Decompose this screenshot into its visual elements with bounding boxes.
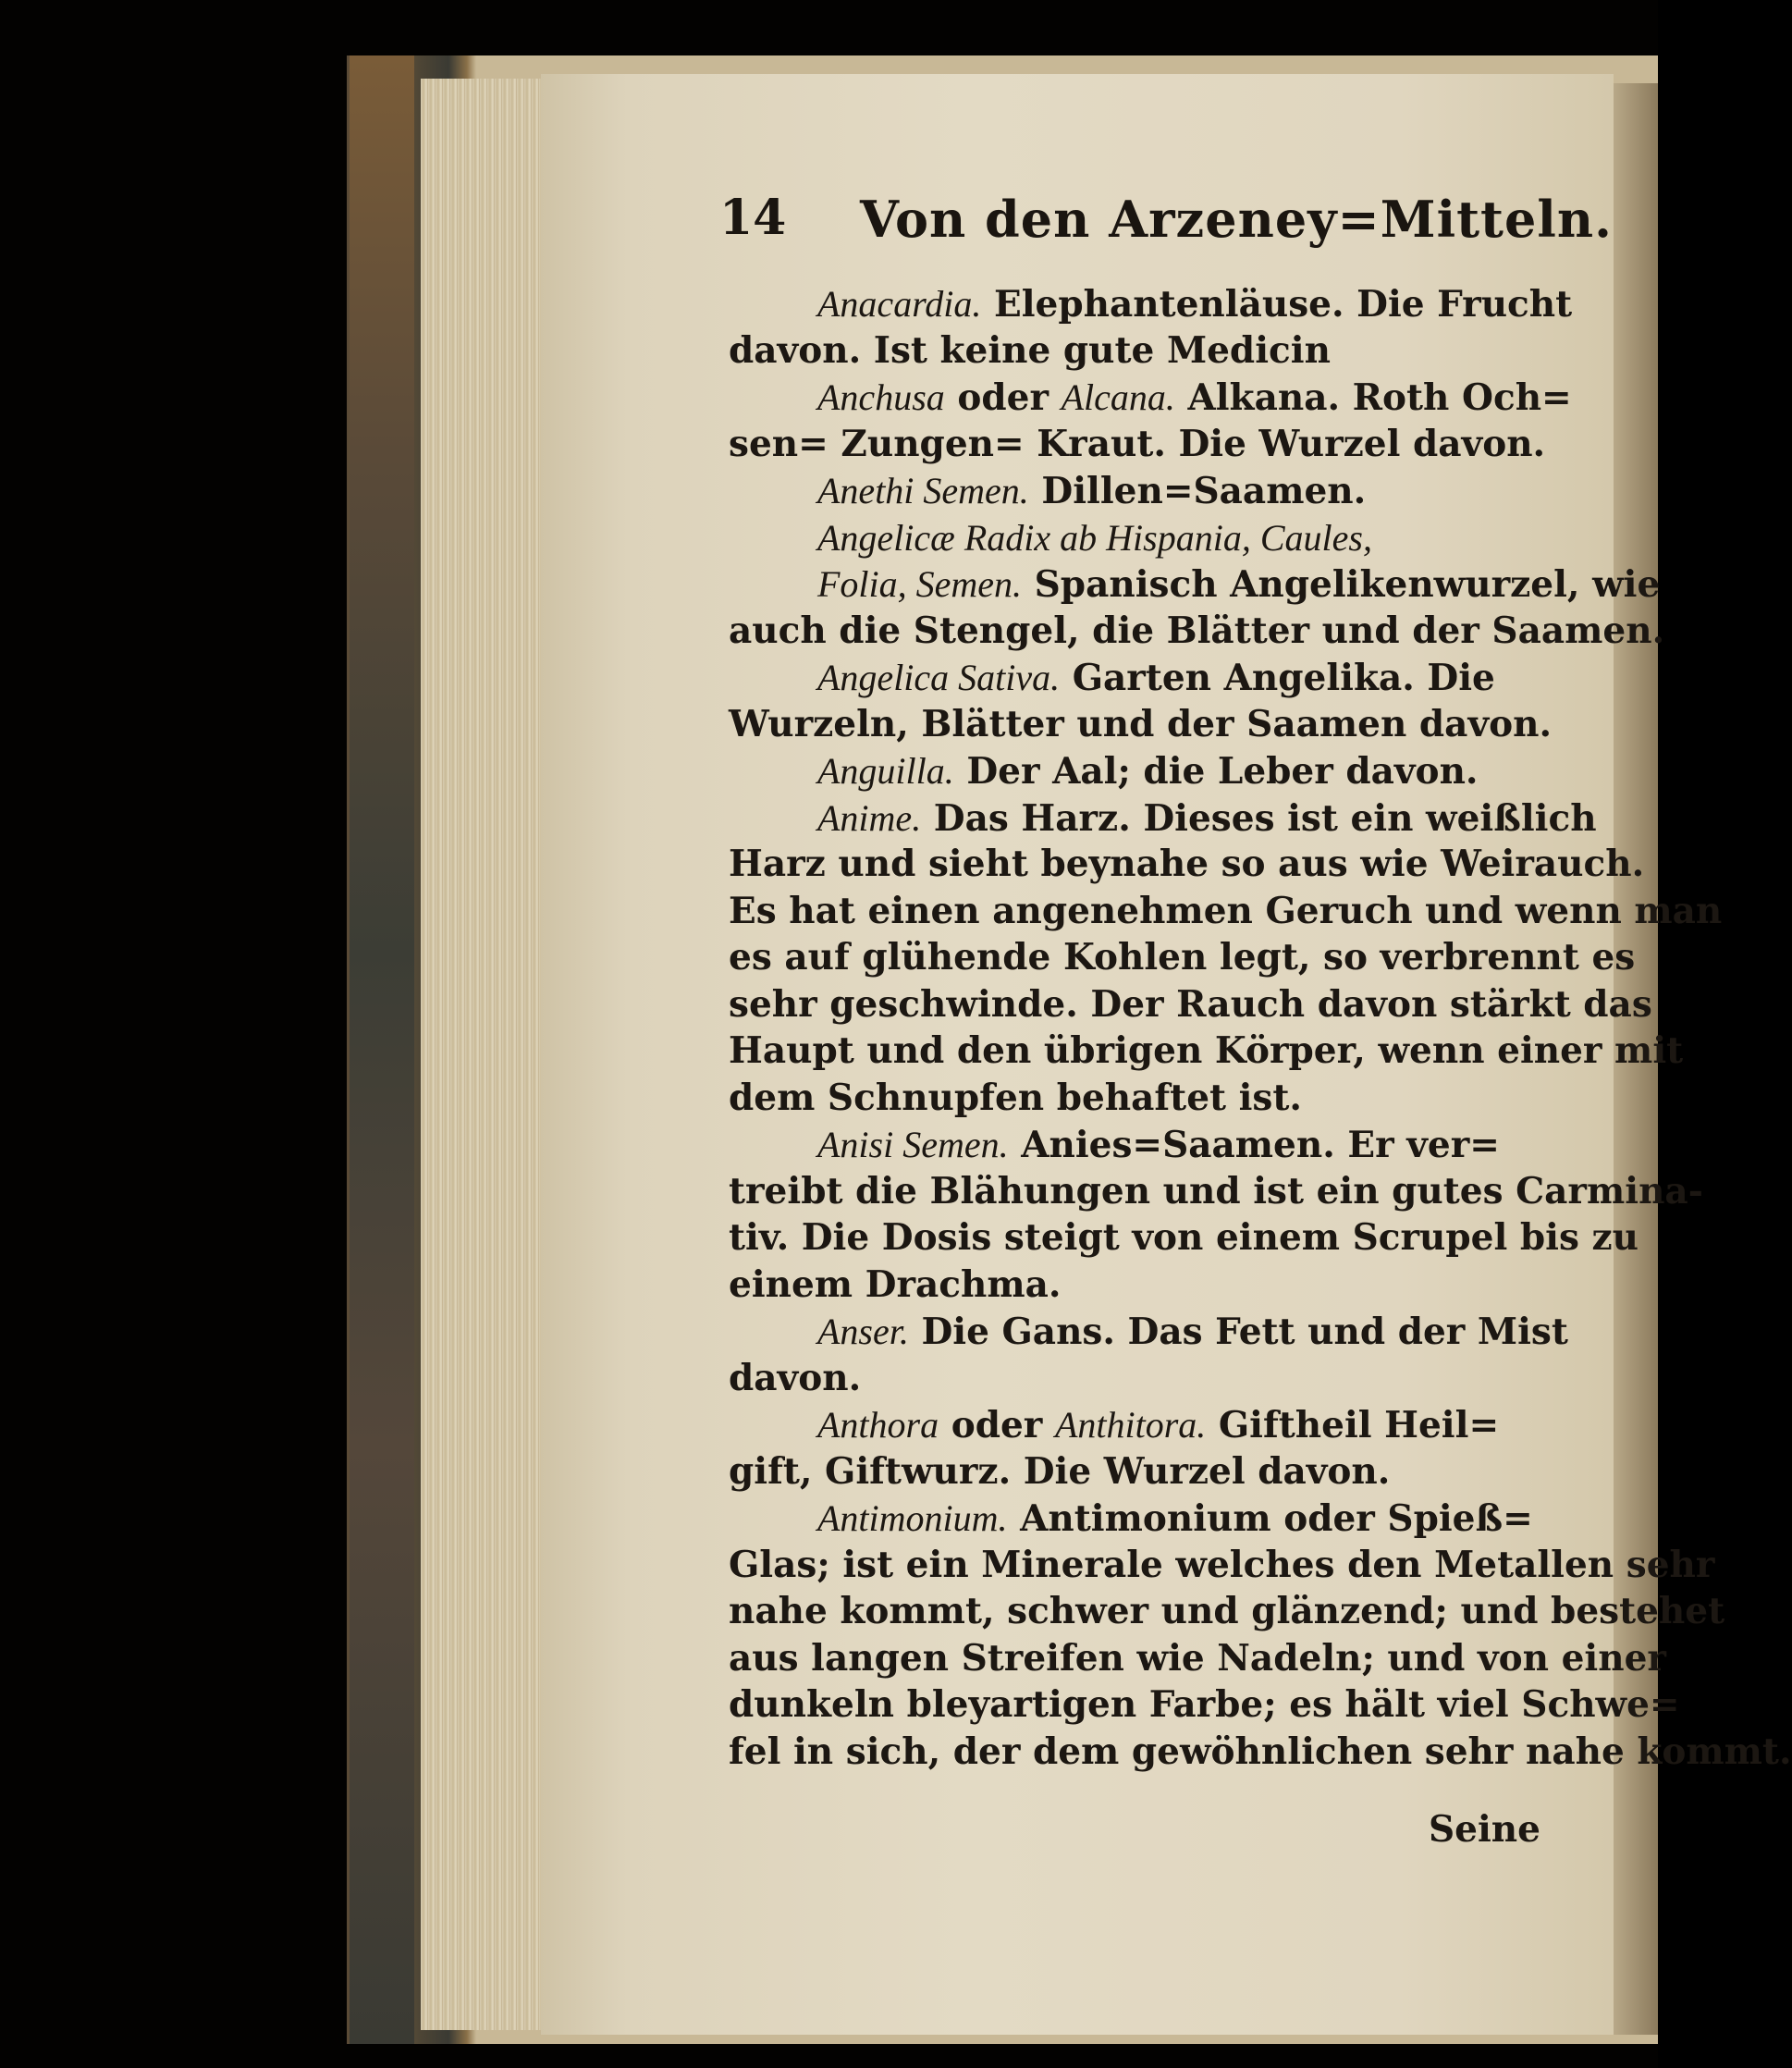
- running-title: Von den Arzeney=Mitteln.: [860, 190, 1613, 249]
- german-text: Haupt und den übrigen Körper, wenn einer mit: [729, 1029, 1684, 1072]
- german-text: gift, Giftwurz. Die Wurzel davon.: [729, 1449, 1391, 1493]
- text-line: [729, 375, 1572, 419]
- text-line: [729, 469, 1366, 512]
- german-text: Glas; ist ein Minerale welches den Metallen sehr: [729, 1543, 1715, 1586]
- text-line: [729, 609, 1664, 652]
- text-line: [729, 1730, 1792, 1773]
- german-text: aus langen Streifen wie Nadeln; und von einer: [729, 1636, 1666, 1680]
- text-line: [729, 749, 1479, 793]
- latin-term: Folia, Semen.: [817, 563, 1023, 605]
- german-text: dunkeln bleyartigen Farbe; es hält viel Schwe=: [729, 1683, 1680, 1726]
- text-line: [729, 1544, 1714, 1586]
- latin-term: Anser.: [817, 1311, 909, 1352]
- latin-term: Anthitora.: [1054, 1404, 1207, 1446]
- text-line: [729, 1263, 1062, 1306]
- text-line: [729, 1216, 1639, 1259]
- german-text: Giftheil Heil=: [1206, 1404, 1500, 1446]
- german-text: nahe kommt, schwer und glänzend; und bestehet: [729, 1590, 1725, 1632]
- text-line: [729, 1357, 861, 1399]
- german-text: auch die Stengel, die Blätter und der Saamen.: [729, 609, 1665, 652]
- text-line: [729, 843, 1644, 885]
- german-text: Antimonium oder Spieß=: [1007, 1497, 1533, 1540]
- text-line: [729, 1450, 1390, 1493]
- text-line: [729, 656, 1495, 699]
- latin-term: Anethi Semen.: [817, 470, 1029, 511]
- german-text: Das Harz. Dieses ist ein weißlich: [921, 796, 1597, 840]
- text-line: [729, 1310, 1568, 1353]
- german-text: sehr geschwinde. Der Rauch davon stärkt das: [729, 982, 1652, 1026]
- german-text: oder: [944, 376, 1062, 419]
- latin-term: Angelica Sativa.: [817, 657, 1061, 698]
- german-text: Anies=Saamen. Er ver=: [1008, 1124, 1500, 1166]
- german-text: Elephantenläuse. Die Frucht: [981, 283, 1573, 326]
- latin-term: Anacardia.: [817, 283, 982, 325]
- text-line: [729, 703, 1552, 745]
- german-text: Spanisch Angelikenwurzel, wie: [1022, 563, 1661, 606]
- german-text: es auf glühende Kohlen legt, so verbrennt es: [729, 936, 1636, 979]
- text-line: [729, 1077, 1302, 1119]
- text-line: [729, 936, 1635, 979]
- german-text: Alkana. Roth Och=: [1174, 376, 1572, 419]
- german-text: Dillen=Saamen.: [1028, 470, 1367, 512]
- latin-term: Antimonium.: [817, 1497, 1008, 1539]
- german-text: Harz und sieht beynahe so aus wie Weirauch.: [729, 843, 1645, 885]
- german-text: Garten Angelika. Die: [1060, 657, 1495, 699]
- german-text: einem Drachma.: [729, 1262, 1062, 1306]
- german-text: tiv. Die Dosis steigt von einem Scrupel bis zu: [729, 1216, 1639, 1259]
- latin-term: Anthora: [817, 1404, 939, 1446]
- page-edges: [421, 79, 550, 2030]
- german-text: Der Aal; die Leber davon.: [953, 750, 1479, 793]
- book-spine: [350, 55, 414, 2044]
- text-line: [729, 1683, 1680, 1726]
- text-line: [729, 282, 1572, 326]
- text-line: [729, 1637, 1666, 1680]
- german-text: oder: [939, 1404, 1055, 1446]
- page-number: 14: [719, 190, 787, 246]
- text-line: [729, 516, 1372, 560]
- latin-term: Anisi Semen.: [817, 1124, 1009, 1165]
- german-text: dem Schnupfen behaftet ist.: [729, 1076, 1302, 1119]
- latin-term: Alcana.: [1061, 376, 1175, 418]
- text-line: [729, 1123, 1500, 1166]
- text-line: [729, 1403, 1499, 1446]
- text-line: [729, 983, 1652, 1026]
- text-line: [729, 890, 1722, 932]
- text-line: [729, 1170, 1703, 1212]
- latin-term: Angelicæ Radix ab Hispania, Caules,: [817, 516, 1372, 559]
- latin-term: Anguilla.: [817, 750, 954, 792]
- text-line: [729, 562, 1660, 606]
- page-header: [0, 190, 1658, 264]
- text-line: [729, 1029, 1683, 1072]
- catchword: Seine: [1429, 1808, 1540, 1851]
- german-text: sen= Zungen= Kraut. Die Wurzel davon.: [729, 422, 1546, 465]
- text-line: [729, 796, 1597, 840]
- latin-term: Anime.: [817, 796, 922, 839]
- german-text: davon.: [729, 1356, 862, 1399]
- german-text: treibt die Blähungen und ist ein gutes Carmina-: [729, 1169, 1703, 1212]
- text-line: [729, 423, 1545, 465]
- german-text: davon. Ist keine gute Medicin: [729, 328, 1331, 372]
- german-text: Es hat einen angenehmen Geruch und wenn man: [729, 889, 1723, 932]
- german-text: Die Gans. Das Fett und der Mist: [908, 1311, 1568, 1353]
- german-text: Wurzeln, Blätter und der Saamen davon.: [729, 702, 1553, 745]
- german-text: fel in sich, der dem gewöhnlichen sehr nahe kommt.: [729, 1729, 1792, 1773]
- text-line: [729, 1496, 1533, 1540]
- latin-term: Anchusa: [817, 376, 945, 418]
- text-line: [729, 329, 1331, 372]
- text-line: [729, 1590, 1724, 1632]
